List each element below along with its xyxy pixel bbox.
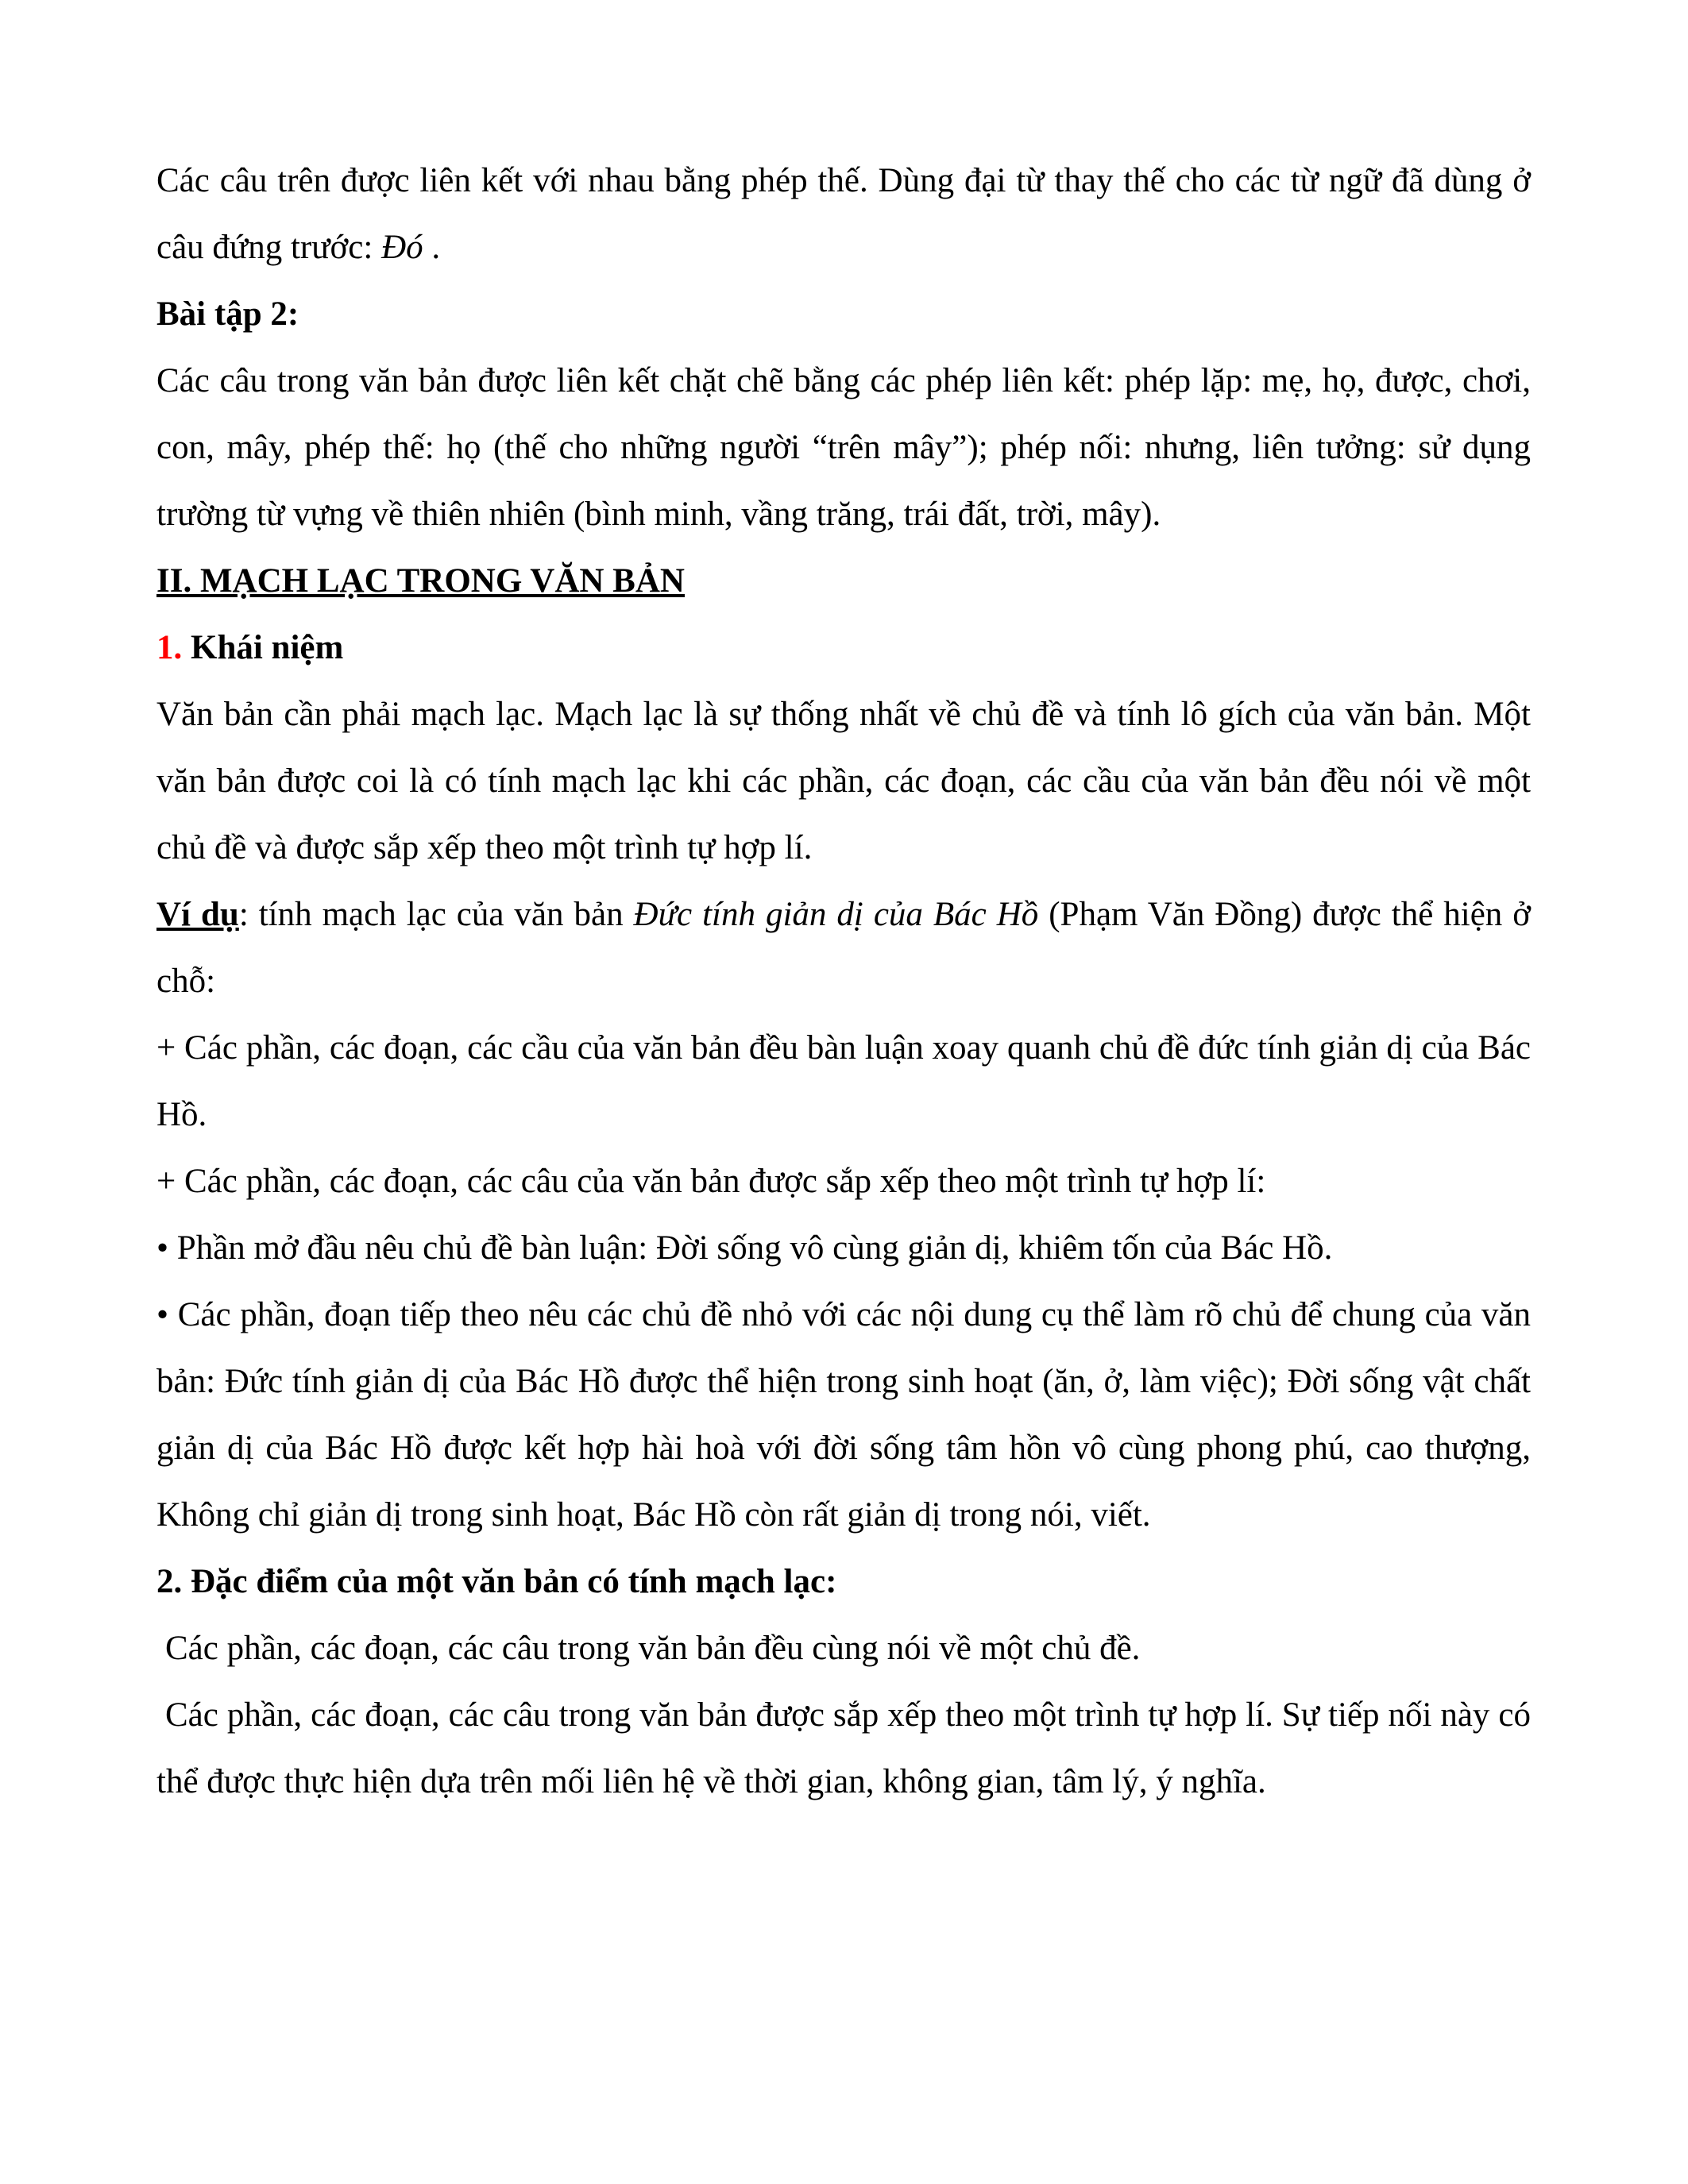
example-work-title: Đức tính giản dị của Bác Hồ	[633, 896, 1039, 933]
subsection-2-title: 2. Đặc điểm của một văn bản có tính mạch lạc:	[156, 1563, 837, 1600]
paragraph-exercise-2: Các câu trong văn bản được liên kết chặt chẽ bằng các phép liên kết: phép lặp: mẹ, họ, được, chơi, con, mây, phép thế: họ (thế cho những người “trên mây”); phép nối: nhưng, liên tưởng: sử dụng trường từ vựng về thiên nhiên (bình minh, vầng trăng, trái đất, trời, mây).	[156, 362, 1531, 533]
paragraph-feature-2	[156, 1682, 1531, 1815]
plus-item-2: + Các phần, các đoạn, các câu của văn bản được sắp xếp theo một trình tự hợp lí:	[156, 1163, 1266, 1200]
bullet-item-1: • Phần mở đầu nêu chủ đề bàn luận: Đời sống vô cùng giản dị, khiêm tốn của Bác Hồ.	[156, 1229, 1333, 1267]
paragraph-feature-2-text: Các phần, các đoạn, các câu trong văn bản được sắp xếp theo một trình tự hợp lí. Sự tiếp nối này có thể được thực hiện dựa trên mối liên hệ về thời gian, không gian, tâm lý, ý nghĩa.	[156, 1696, 1531, 1800]
paragraph-example	[156, 882, 1531, 1015]
paragraph-substitution-text: Các câu trên được liên kết với nhau bằng phép thế. Dùng đại từ thay thế cho các từ ngữ đã dùng ở câu đứng trước:	[156, 162, 1531, 266]
example-intro: : tính mạch lạc của văn bản	[238, 896, 634, 933]
example-rest: (Phạm Văn Đồng) được thể hiện ở chỗ:	[156, 896, 1532, 1000]
document-page	[156, 148, 1531, 1815]
italic-pronoun: Đó	[381, 229, 423, 266]
paragraph-feature-1: Các phần, các đoạn, các câu trong văn bản đều cùng nói về một chủ đề.	[165, 1630, 1141, 1667]
exercise-2-title: Bài tập 2:	[156, 295, 299, 333]
section-2-title: II. MẠCH LẠC TRONG VĂN BẢN	[156, 562, 685, 600]
subsection-1-number: 1.	[156, 629, 183, 666]
subsection-1-title	[156, 615, 1531, 681]
paragraph-substitution	[156, 148, 1531, 281]
subsection-1-label: Khái niệm	[191, 629, 344, 666]
example-label: Ví dụ	[156, 896, 239, 933]
bullet-item-2: • Các phần, đoạn tiếp theo nêu các chủ đề nhỏ với các nội dung cụ thể làm rõ chủ để chung của văn bản: Đức tính giản dị của Bác Hồ được thể hiện trong sinh hoạt (ăn, ở, làm việc); Đời sống vật chất giản dị của Bác Hồ được kết hợp hài hoà với đời sống tâm hồn vô cùng phong phú, cao thượng, Không chỉ giản dị trong sinh hoạt, Bác Hồ còn rất giản dị trong nói, viết.	[156, 1296, 1531, 1534]
paragraph-definition: Văn bản cần phải mạch lạc. Mạch lạc là sự thống nhất về chủ đề và tính lô gích của văn bản. Một văn bản được coi là có tính mạch lạc khi các phần, các đoạn, các cầu của văn bản đều nói về một chủ đề và được sắp xếp theo một trình tự hợp lí.	[156, 696, 1531, 866]
paragraph-substitution-end: .	[423, 229, 441, 266]
plus-item-1: + Các phần, các đoạn, các cầu của văn bản đều bàn luận xoay quanh chủ đề đức tính giản dị của Bác Hồ.	[156, 1029, 1531, 1133]
